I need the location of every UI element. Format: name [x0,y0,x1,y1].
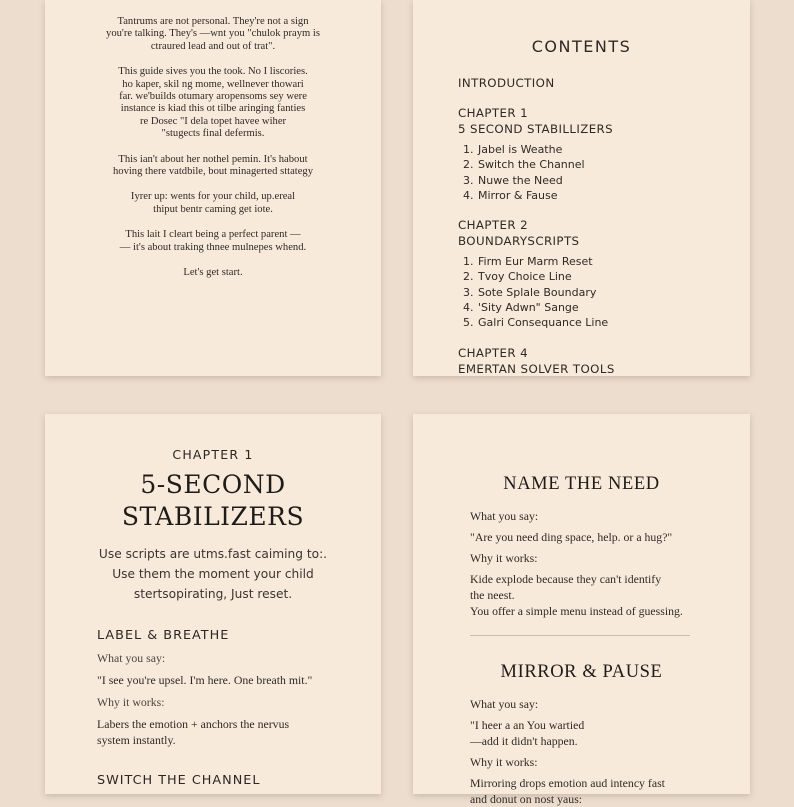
toc-chapter-name[interactable]: BOUNDARYSCRIPTS [458,234,580,249]
toc-item-title: Nuwe the Need [478,173,563,187]
intro-line: instance is kiad this ot tilbe aringing fanties [120,103,306,115]
say-label: What you say: [470,509,539,523]
toc-item-number: 3. [463,285,474,299]
why-text: Labers the emotion + anchors the nervus [97,717,290,731]
scripts-page [413,414,750,806]
intro-line: Tantrums are not personal. They're not a sign [117,16,309,27]
toc-introduction[interactable]: INTRODUCTION [458,76,555,90]
contents-title: CONTENTS [531,37,632,56]
chapter-title-line: STABILIZERS [121,502,305,531]
why-label: Why it works: [470,755,538,769]
intro-line: This lait I cleart being a perfect parent — [125,229,301,241]
toc-chapter-label[interactable]: CHAPTER 2 [458,218,529,233]
toc-chapter-name[interactable]: 5 SECOND STABILLIZERS [458,122,614,136]
toc-item-number: 1. [463,255,474,269]
chapter-page [45,414,381,794]
toc-item-title: Firm Eur Marm Reset [478,255,593,269]
toc-item[interactable] [458,157,740,172]
toc-item-title: Mirror & Fause [478,188,558,202]
why-label: Why it works: [470,551,538,565]
toc-item-title: Tvoy Choice Line [478,270,572,284]
toc-item-number: 2. [463,158,474,172]
intro-line: Iyrer up: wents for your child, up.ereal [130,191,296,203]
intro-page [45,0,381,376]
chapter-subtitle-line: stertsopirating, Just reset. [133,587,293,601]
toc-item-title: Jabel is Weathe [478,143,563,156]
toc-item[interactable] [458,269,740,284]
contents-page [413,0,750,376]
intro-line: you're talking. They's —wnt you "chulok praym is [106,28,320,40]
intro-paragraph [67,191,359,216]
intro-paragraph [67,154,359,179]
intro-line: This ian't about her nothel pemin. It's habout [118,153,308,165]
toc-item[interactable] [458,285,740,300]
section-heading: MIRROR & PAUSE [500,662,663,682]
toc-item[interactable] [458,142,740,157]
toc-item[interactable] [458,188,740,203]
intro-line: "stugects final defermis. [161,128,265,140]
intro-line: hoving there vatdbile, bout minagerted sttategy [112,166,314,178]
script-block [97,651,367,748]
section-heading: LABEL & BREATHE [97,628,230,643]
toc-item-number: 3. [463,173,474,187]
intro-line: thiput bentr caming get iote. [153,203,273,215]
toc-chapter-items [458,254,740,330]
why-text: You offer a simple menu instead of guessing. [470,604,683,618]
say-label: What you say: [470,697,539,711]
why-text: and donut on nost yaus: [470,792,583,806]
intro-line: This guide sives you the took. No I liscories. [118,66,308,78]
why-text: the neest. [470,588,515,602]
toc-item-title: Sote Splale Boundary [478,285,597,299]
intro-line: ho kaper, skil ng mome, wellnever thowari [122,78,304,90]
section-heading: SWITCH THE CHANNEL [97,773,261,788]
say-text: "I see you're upsel. I'm here. One breath mit." [97,673,313,687]
chapter-subtitle [65,544,361,604]
why-text: system instantly. [97,733,176,747]
why-label: Why it works: [97,695,165,709]
intro-line: re Dosec "I dela topet havee wiher [139,115,287,127]
intro-paragraph [67,267,359,279]
toc-chapter-label[interactable]: CHAPTER 4 [458,345,529,360]
toc-item[interactable] [458,300,740,315]
chapter-title-line: 5-SECOND [140,470,286,499]
toc-chapter-label[interactable]: CHAPTER 1 [458,106,529,120]
chapter-label: CHAPTER 1 [172,447,254,462]
toc-item-title: Galri Consequance Line [478,316,609,330]
toc-item[interactable] [458,315,740,330]
say-text: "I heer a an You wartied [470,718,585,732]
toc-item[interactable] [458,254,740,269]
intro-line: far. we'builds otumary aropensoms sey were [119,91,307,103]
toc-item-title: Switch the Channel [478,158,585,172]
why-text: Kide explode because they can't identify [470,572,662,586]
intro-paragraph [67,229,359,254]
toc-chapter-items [458,142,740,203]
toc-chapter-name[interactable]: EMERTAN SOLVER TOOLS [458,361,615,376]
chapter-subtitle-line: Use scripts are utms.fast caiming to:. [98,547,328,561]
script-block [470,697,740,807]
chapter-title [45,469,381,533]
toc-item-title: 'Sity Adwn" Sange [478,301,579,315]
say-text: "Are you need ding space, help. or a hug?" [470,530,673,544]
intro-text [67,16,359,293]
chapter-subtitle-line: Use them the moment your child [112,567,314,581]
script-block [470,509,740,619]
intro-line: Let's get start. [183,267,243,279]
intro-line: — it's about traking thnee mulnepes whend. [119,241,307,253]
toc-item-number: 5. [463,316,474,330]
intro-line: ctraured lead and out of trat". [150,40,276,52]
section-divider [470,635,690,636]
toc-item-number: 1. [463,143,474,156]
intro-paragraph [67,66,359,140]
why-text: Mirroring drops emotion aud intency fast [470,776,665,790]
table-of-contents [458,75,740,377]
say-label: What you say: [97,651,166,665]
toc-item-number: 4. [463,301,474,315]
say-text: —add it didn't happen. [470,734,578,748]
toc-item-number: 2. [463,270,474,284]
toc-item[interactable] [458,173,740,188]
toc-item-number: 4. [463,188,474,202]
section-heading: NAME THE NEED [503,474,660,494]
intro-paragraph [67,16,359,53]
